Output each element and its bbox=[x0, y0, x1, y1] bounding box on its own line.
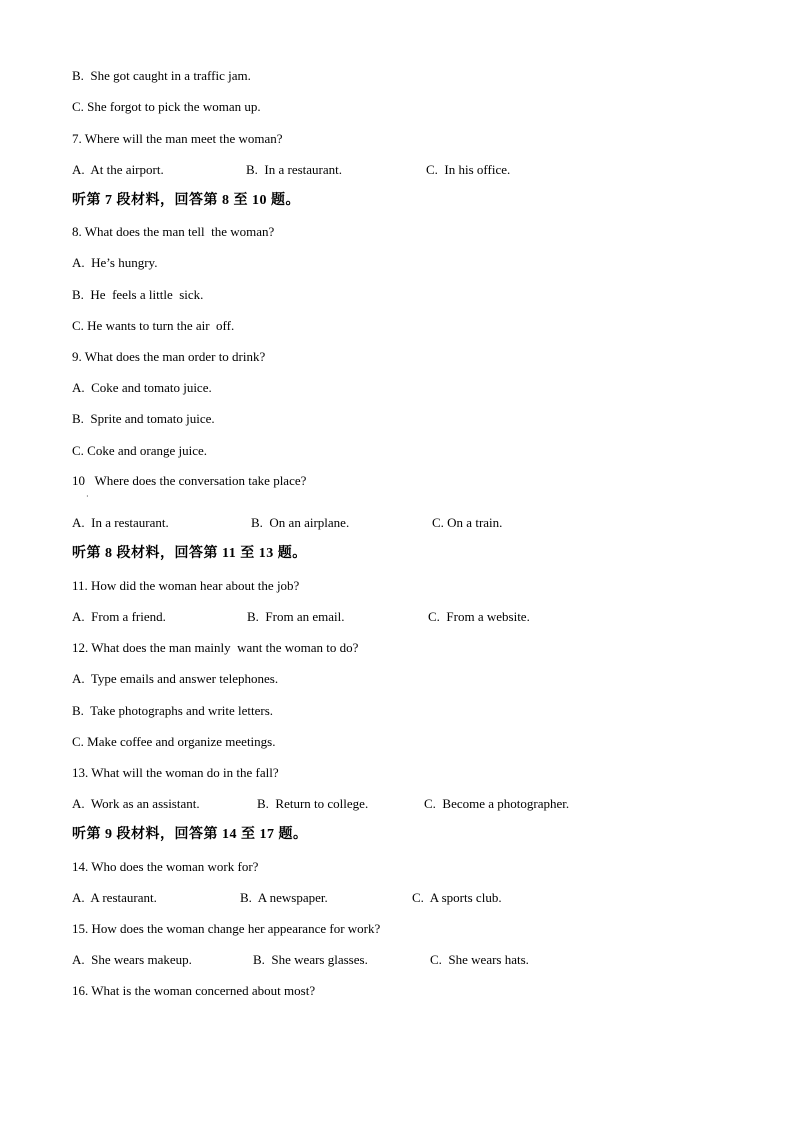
q13-option-c: C. Become a photographer. bbox=[424, 796, 570, 811]
question-8: 8. What does the man tell the woman? bbox=[72, 224, 275, 239]
q13-option-b: B. Return to college. bbox=[257, 796, 369, 811]
q8-option-b: B. He feels a little sick. bbox=[72, 287, 204, 302]
question-7: 7. Where will the man meet the woman? bbox=[72, 131, 283, 146]
q15-option-b: B. She wears glasses. bbox=[253, 952, 368, 967]
question-12: 12. What does the man mainly want the woman to do? bbox=[72, 640, 359, 655]
q13-option-a: A. Work as an assistant. bbox=[72, 796, 200, 811]
q7-option-a: A. At the airport. bbox=[72, 162, 164, 177]
q10-option-c: C. On a train. bbox=[432, 515, 503, 530]
q14-option-c: C. A sports club. bbox=[412, 890, 502, 905]
question-16: 16. What is the woman concerned about most? bbox=[72, 983, 316, 998]
question-9: 9. What does the man order to drink? bbox=[72, 349, 266, 364]
section-heading-7: 听第 7 段材料，回答第 8 至 10 题。 bbox=[72, 193, 300, 208]
q12-option-a: A. Type emails and answer telephones. bbox=[72, 671, 279, 686]
q8-option-c: C. He wants to turn the air off. bbox=[72, 318, 235, 333]
q9-option-c: C. Coke and orange juice. bbox=[72, 443, 208, 458]
q8-option-a: A. He’s hungry. bbox=[72, 255, 158, 270]
q9-option-a: A. Coke and tomato juice. bbox=[72, 380, 212, 395]
q6-option-c: C. She forgot to pick the woman up. bbox=[72, 99, 261, 114]
q15-option-c: C. She wears hats. bbox=[430, 952, 529, 967]
q7-option-b: B. In a restaurant. bbox=[246, 162, 343, 177]
q6-option-b: B. She got caught in a traffic jam. bbox=[72, 68, 251, 83]
question-15: 15. How does the woman change her appearance for work? bbox=[72, 921, 381, 936]
question-10: 10 Where does the conversation take place? bbox=[72, 473, 307, 488]
q11-option-b: B. From an email. bbox=[247, 609, 345, 624]
q11-option-c: C. From a website. bbox=[428, 609, 530, 624]
q7-option-c: C. In his office. bbox=[426, 162, 511, 177]
section-heading-9: 听第 9 段材料，回答第 14 至 17 题。 bbox=[72, 827, 308, 842]
question-11: 11. How did the woman hear about the job? bbox=[72, 578, 300, 593]
q10-option-a: A. In a restaurant. bbox=[72, 515, 169, 530]
q14-option-a: A. A restaurant. bbox=[72, 890, 157, 905]
section-heading-8: 听第 8 段材料，回答第 11 至 13 题。 bbox=[72, 546, 307, 561]
question-14: 14. Who does the woman work for? bbox=[72, 859, 259, 874]
q14-option-b: B. A newspaper. bbox=[240, 890, 328, 905]
q9-option-b: B. Sprite and tomato juice. bbox=[72, 411, 215, 426]
q12-option-b: B. Take photographs and write letters. bbox=[72, 703, 274, 718]
q10-option-b: B. On an airplane. bbox=[251, 515, 350, 530]
question-13: 13. What will the woman do in the fall? bbox=[72, 765, 279, 780]
q11-option-a: A. From a friend. bbox=[72, 609, 166, 624]
q15-option-a: A. She wears makeup. bbox=[72, 952, 192, 967]
q12-option-c: C. Make coffee and organize meetings. bbox=[72, 734, 276, 749]
stray-dot: · bbox=[86, 492, 89, 501]
